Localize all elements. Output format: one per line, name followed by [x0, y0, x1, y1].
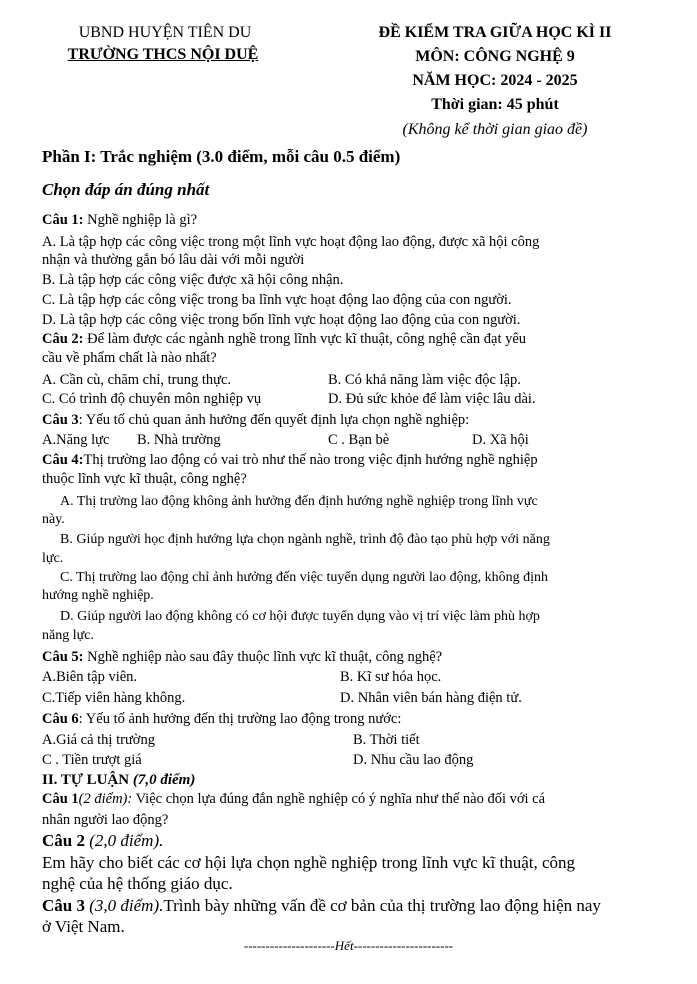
- essay-2-label: Câu 2: [42, 831, 85, 850]
- essay-3-text-line1: Trình bày những vấn đề cơ bản của thị trường lao động hiện nay: [163, 896, 601, 915]
- question-5-option-d: D. Nhân viên bán hàng điện tử.: [340, 690, 522, 706]
- question-2-option-a: A. Cần cù, chăm chỉ, trung thực.: [42, 372, 232, 388]
- exam-title: ĐỀ KIỂM TRA GIỮA HỌC KÌ II: [378, 24, 612, 41]
- question-1: [42, 211, 197, 229]
- question-2-label: Câu 2:: [42, 331, 84, 347]
- part2-title: [42, 771, 195, 789]
- question-5-label: Câu 5:: [42, 649, 84, 665]
- question-4-option-a-line1: A. Thị trường lao động không ảnh hưởng đến định hướng nghề nghiệp trong lĩnh vực: [60, 494, 538, 509]
- question-4-option-b-line1: B. Giúp người học định hướng lựa chọn ngành nghề, trình độ đào tạo phù hợp với năng: [60, 532, 550, 547]
- essay-3-label: Câu 3: [42, 896, 85, 915]
- essay-3: [42, 895, 601, 916]
- question-2-option-d: D. Đủ sức khỏe để làm việc lâu dài.: [328, 391, 536, 407]
- question-3: [42, 411, 469, 429]
- question-4-label: Câu 4:: [42, 452, 84, 468]
- question-6-option-a: A.Giá cả thị trường: [42, 732, 155, 748]
- question-5-option-c: C.Tiếp viên hàng không.: [42, 690, 186, 706]
- question-3-text: : Yếu tố chủ quan ảnh hưởng đến quyết định lựa chọn nghề nghiệp:: [78, 412, 470, 428]
- school-name: [38, 46, 288, 64]
- question-1-option-d: D. Là tập hợp các công việc trong bốn lĩnh vực hoạt động lao động của con người.: [42, 312, 521, 328]
- question-4-option-b-line2: lực.: [42, 551, 64, 566]
- question-6-option-c: C . Tiền trượt giá: [42, 752, 142, 768]
- essay-2-points: (2,0 điểm).: [84, 831, 164, 850]
- question-1-option-b: B. Là tập hợp các công việc được xã hội công nhận.: [42, 272, 344, 288]
- question-1-label: Câu 1:: [42, 212, 84, 228]
- essay-2-text-line2: nghệ của hệ thống giáo dục.: [42, 874, 233, 893]
- essay-1-text-line2: nhân người lao động?: [42, 812, 169, 828]
- part1-title: Phần I: Trắc nghiệm (3.0 điểm, mỗi câu 0.5 điểm): [42, 147, 401, 166]
- question-5: [42, 648, 442, 666]
- question-4-option-a-line2: này.: [42, 512, 65, 527]
- question-1-option-a-line1: A. Là tập hợp các công việc trong một lĩnh vực hoạt động lao động, được xã hội công: [42, 234, 540, 250]
- question-2-text-line1: Để làm được các ngành nghề trong lĩnh vực kĩ thuật, công nghệ cần đạt yêu: [83, 331, 527, 347]
- duration-note: (Không kể thời gian giao đề): [402, 121, 588, 138]
- part2-title-text: II. TỰ LUẬN: [42, 772, 133, 788]
- question-1-text: Nghề nghiệp là gì?: [83, 212, 198, 228]
- school-name-text: TRƯỜNG THCS NỘI DUỆ: [67, 46, 259, 63]
- question-1-option-a-line2: nhận và thường gắn bó lâu dài với mỗi người: [42, 252, 305, 268]
- question-3-option-b: B. Nhà trường: [137, 432, 221, 448]
- duration: Thời gian: 45 phút: [431, 96, 559, 113]
- question-4-option-d-line1: D. Giúp người lao động không có cơ hội được tuyển dụng vào vị trí việc làm phù hợp: [60, 609, 540, 624]
- essay-1: [42, 790, 545, 808]
- school-year: NĂM HỌC: 2024 - 2025: [412, 72, 578, 89]
- question-6-option-d: D. Nhu cầu lao động: [353, 752, 474, 768]
- end-marker-dashes-left: ---------------------: [243, 938, 335, 953]
- question-6: [42, 710, 401, 728]
- essay-3-text-line2: ở Việt Nam.: [42, 917, 125, 936]
- essay-2: [42, 830, 163, 851]
- question-5-option-a: A.Biên tập viên.: [42, 669, 138, 685]
- question-3-option-a: A.Năng lực: [42, 432, 110, 448]
- question-2-text-line2: cầu về phẩm chất là nào nhất?: [42, 350, 217, 366]
- question-3-option-d: D. Xã hội: [472, 432, 529, 448]
- question-6-label: Câu 6: [42, 711, 79, 727]
- essay-1-text-line1: Việc chọn lựa đúng đắn nghề nghiệp có ý nghĩa như thế nào đối với cá: [132, 791, 546, 807]
- question-4-option-c-line1: C. Thị trường lao động chỉ ảnh hưởng đến việc tuyển dụng người lao động, không định: [60, 570, 548, 585]
- question-4-option-c-line2: hướng nghề nghiệp.: [42, 588, 154, 603]
- end-marker-text: Hết: [334, 938, 354, 953]
- essay-2-text-line1: Em hãy cho biết các cơ hội lựa chọn nghề nghiệp trong lĩnh vực kĩ thuật, công: [42, 853, 576, 872]
- question-6-option-b: B. Thời tiết: [353, 732, 420, 748]
- essay-1-label: Câu 1: [42, 791, 79, 807]
- part2-points: (7,0 điểm): [132, 772, 196, 788]
- question-1-option-c: C. Là tập hợp các công việc trong ba lĩnh vực hoạt động lao động của con người.: [42, 292, 512, 308]
- question-5-option-b: B. Kĩ sư hóa học.: [340, 669, 442, 685]
- part1-instruction: Chọn đáp án đúng nhất: [42, 180, 210, 199]
- end-marker-dashes-right: -----------------------: [353, 938, 454, 953]
- essay-3-points: (3,0 điểm).: [84, 896, 164, 915]
- end-marker: [0, 938, 697, 954]
- question-4-option-d-line2: năng lực.: [42, 628, 94, 643]
- question-2-option-c: C. Có trình độ chuyên môn nghiệp vụ: [42, 391, 262, 407]
- question-4-text-line2: thuộc lĩnh vực kĩ thuật, công nghệ?: [42, 471, 247, 487]
- question-3-option-c: C . Bạn bè: [328, 432, 390, 448]
- district-name: UBND HUYỆN TIÊN DU: [78, 24, 252, 41]
- question-2: [42, 330, 526, 348]
- question-4: [42, 451, 538, 469]
- question-3-label: Câu 3: [42, 412, 79, 428]
- question-4-text-line1: Thị trường lao động có vai trò như thế nào trong việc định hướng nghề nghiệp: [83, 452, 538, 468]
- essay-1-points: (2 điểm):: [78, 791, 133, 807]
- question-5-text: Nghề nghiệp nào sau đây thuộc lĩnh vực kĩ thuật, công nghệ?: [83, 649, 443, 665]
- subject: MÔN: CÔNG NGHỆ 9: [415, 48, 575, 65]
- question-2-option-b: B. Có khả năng làm việc độc lập.: [328, 372, 521, 388]
- question-6-text: : Yếu tố ảnh hưởng đến thị trường lao động trong nước:: [78, 711, 402, 727]
